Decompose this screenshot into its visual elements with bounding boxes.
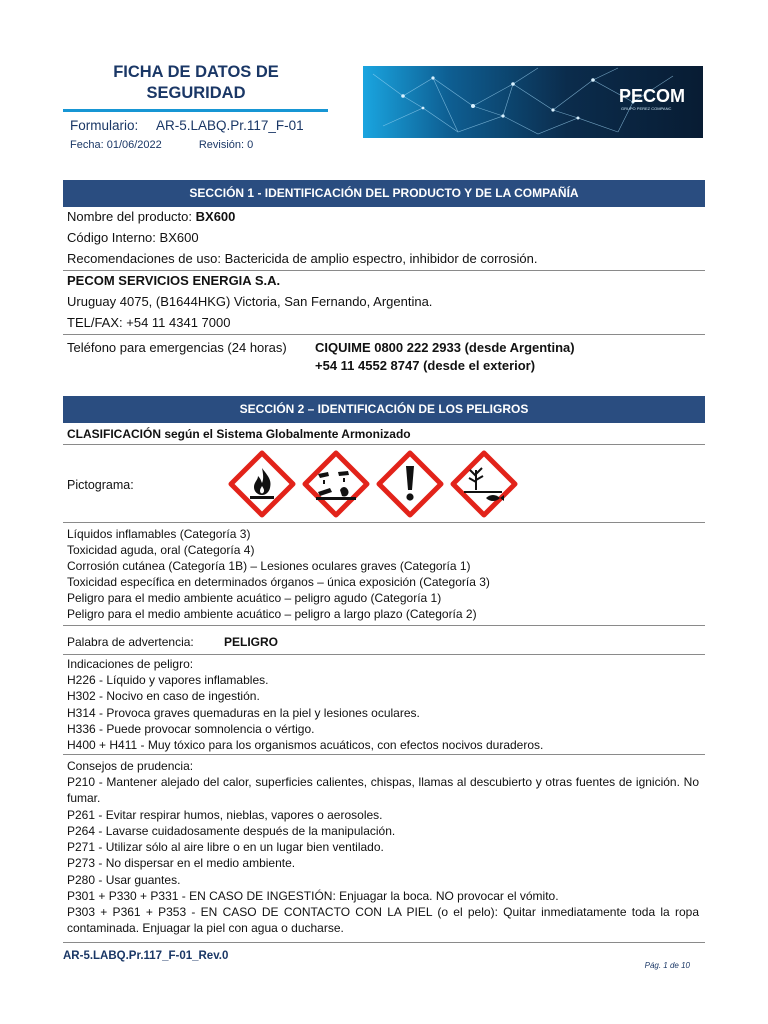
network-graphic <box>363 66 703 138</box>
classification-title: CLASIFICACIÓN según el Sistema Globalmente Armonizado <box>67 427 411 441</box>
recommended-use-value: Bactericida de amplio espectro, inhibidor de corrosión. <box>224 251 538 266</box>
company-name: PECOM SERVICIOS ENERGIA S.A. <box>67 273 281 288</box>
hazard-class-item: Corrosión cutánea (Categoría 1B) – Lesiones oculares graves (Categoría 1) <box>67 559 471 573</box>
divider <box>63 270 705 271</box>
brand-logo: PECOM <box>619 86 686 106</box>
date-value: 01/06/2022 <box>106 139 162 151</box>
section2-header: SECCIÓN 2 – IDENTIFICACIÓN DE LOS PELIGROS <box>63 396 705 423</box>
title-underline <box>63 109 328 112</box>
form-value: AR-5.LABQ.Pr.117_F-01 <box>156 118 304 133</box>
hazard-statements-label: Indicaciones de peligro: <box>67 657 194 671</box>
precaution-item: P301 + P330 + P331 - EN CASO DE INGESTIÓN: Enjuagar la boca. NO provocar el vómito. <box>67 889 559 903</box>
divider <box>63 522 705 523</box>
internal-code-label: Código Interno: <box>67 230 156 245</box>
internal-code-row <box>67 230 199 246</box>
hazard-class-item: Peligro para el medio ambiente acuático – peligro agudo (Categoría 1) <box>67 591 442 605</box>
hazard-statement-item: H226 - Líquido y vapores inflamables. <box>67 673 269 687</box>
internal-code-value: BX600 <box>159 230 199 245</box>
signal-word-value: PELIGRO <box>224 635 279 649</box>
divider <box>63 334 705 335</box>
form-label: Formulario: <box>70 118 139 133</box>
hazard-statement-item: H336 - Puede provocar somnolencia o vértigo. <box>67 722 315 736</box>
document-title <box>64 62 328 104</box>
corrosion-pictogram <box>302 450 370 518</box>
hazard-class-item: Peligro para el medio ambiente acuático – peligro a largo plazo (Categoría 2) <box>67 607 477 621</box>
emergency-phone-abroad: +54 11 4552 8747 (desde el exterior) <box>315 358 536 373</box>
recommended-use-row <box>67 251 537 267</box>
divider <box>63 754 705 755</box>
emergency-label: Teléfono para emergencias (24 horas) <box>67 340 287 355</box>
precaution-item: P210 - Mantener alejado del calor, superficies calientes, chispas, llamas al descubierto y otras fuentes de ignición. No fumar. <box>67 775 699 806</box>
precaution-item: P280 - Usar guantes. <box>67 873 181 887</box>
hazard-statement-item: H314 - Provoca graves quemaduras en la piel y lesiones oculares. <box>67 706 420 720</box>
precaution-item: P261 - Evitar respirar humos, nieblas, vapores o aerosoles. <box>67 808 383 822</box>
product-name-row <box>67 209 235 225</box>
date-label: Fecha: <box>70 139 104 151</box>
revision-label: Revisión: <box>198 139 245 151</box>
hazard-class-item: Líquidos inflamables (Categoría 3) <box>67 527 251 541</box>
signal-word-label: Palabra de advertencia: <box>67 635 194 649</box>
exclamation-pictogram <box>376 450 444 518</box>
precaution-label: Consejos de prudencia: <box>67 759 194 773</box>
hazard-statement-item: H400 + H411 - Muy tóxico para los organismos acuáticos, con efectos nocivos duraderos. <box>67 738 544 752</box>
brand-subtitle: GRUPO PEREZ COMPANC <box>621 106 672 111</box>
product-name-label: Nombre del producto: <box>67 209 193 224</box>
precaution-item: P264 - Lavarse cuidadosamente después de la manipulación. <box>67 824 396 838</box>
pictogram-label: Pictograma: <box>67 478 134 492</box>
product-name-value: BX600 <box>195 209 236 224</box>
emergency-phone-argentina: CIQUIME 0800 222 2933 (desde Argentina) <box>315 340 575 355</box>
document-title-line1: FICHA DE DATOS DE <box>113 63 279 81</box>
flame-pictogram <box>228 450 296 518</box>
brand-banner <box>363 66 703 138</box>
hazard-statement-item: H302 - Nocivo en caso de ingestión. <box>67 689 260 703</box>
document-title-line2: SEGURIDAD <box>146 84 246 102</box>
precaution-item: P273 - No dispersar en el medio ambiente. <box>67 856 296 870</box>
precaution-item: P271 - Utilizar sólo al aire libre o en un lugar bien ventilado. <box>67 840 384 854</box>
divider <box>63 942 705 943</box>
footer-document-code: AR-5.LABQ.Pr.117_F-01_Rev.0 <box>63 950 229 962</box>
hazard-class-item: Toxicidad específica en determinados órganos – única exposición (Categoría 3) <box>67 575 490 589</box>
form-identifier <box>70 118 304 133</box>
divider <box>63 654 705 655</box>
environment-pictogram <box>450 450 518 518</box>
section1-header: SECCIÓN 1 - IDENTIFICACIÓN DEL PRODUCTO Y DE LA COMPAÑÍA <box>63 180 705 207</box>
hazard-class-item: Toxicidad aguda, oral (Categoría 4) <box>67 543 255 557</box>
revision-value: 0 <box>247 139 254 151</box>
document-meta <box>70 139 253 151</box>
divider <box>63 444 705 445</box>
divider <box>63 625 705 626</box>
company-telfax: TEL/FAX: +54 11 4341 7000 <box>67 315 231 330</box>
precaution-item: P303 + P361 + P353 - EN CASO DE CONTACTO CON LA PIEL (o el pelo): Quitar inmediatamente toda la ropa contaminada. Enjuagar la piel con agua o ducharse. <box>67 905 699 936</box>
page-number: Pág. 1 de 10 <box>644 961 690 970</box>
company-address: Uruguay 4075, (B1644HKG) Victoria, San Fernando, Argentina. <box>67 294 433 309</box>
recommended-use-label: Recomendaciones de uso: <box>67 251 221 266</box>
